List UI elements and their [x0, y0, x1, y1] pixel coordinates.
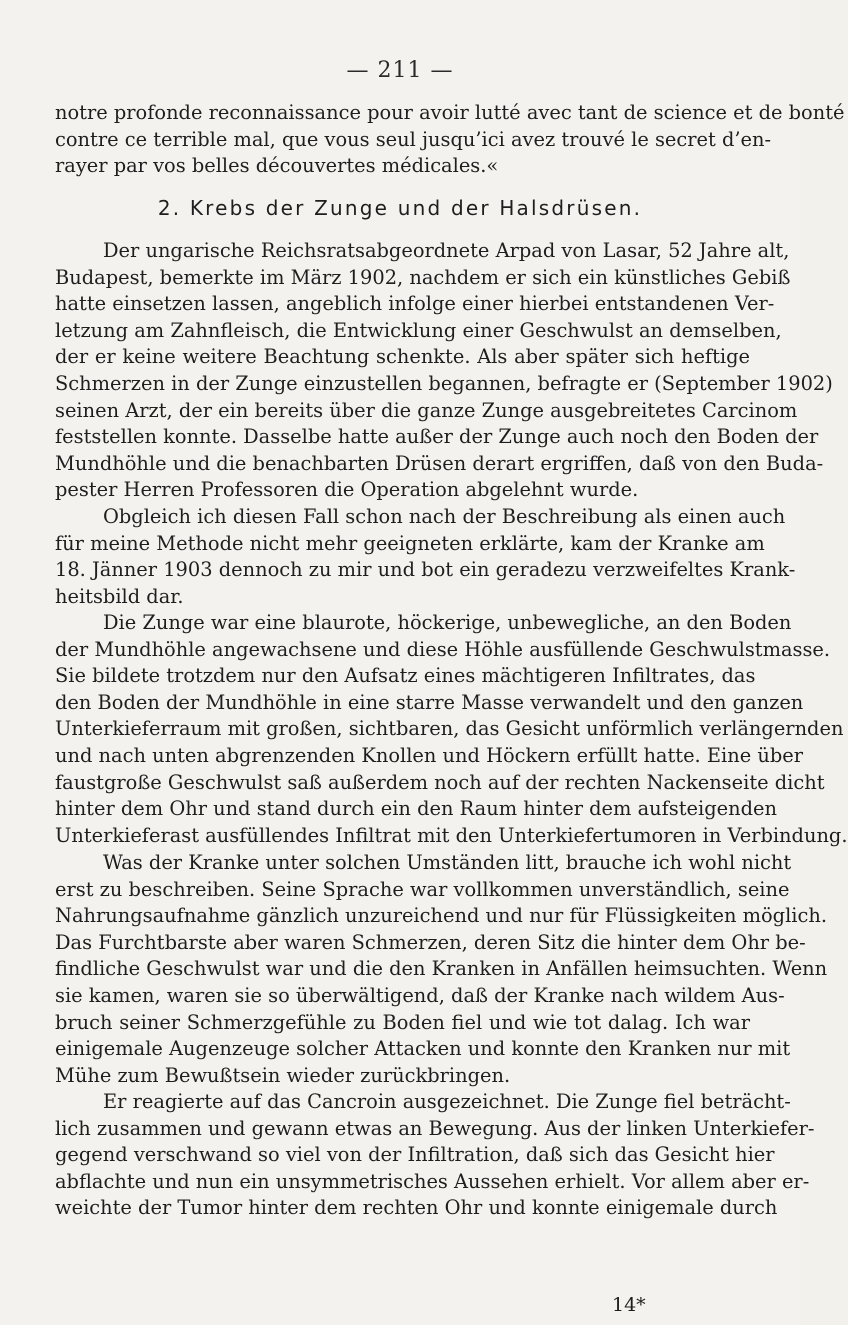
text-line: 18. Jänner 1903 dennoch zu mir und bot ein geradezu verzweifeltes Krank- [55, 558, 796, 582]
text-line: einigemale Augenzeuge solcher Attacken und konnte den Kranken nur mit [55, 1037, 791, 1061]
text-line: Unterkieferraum mit großen, sichtbaren, das Gesicht unförmlich verlängernden [55, 717, 844, 741]
text-line: sie kamen, waren sie so überwältigend, daß der Kranke nach wildem Aus- [55, 983, 785, 1007]
intro-paragraph [55, 100, 845, 180]
text-line: notre profonde reconnaissance pour avoir lutté avec tant de science et de bonté [55, 101, 845, 124]
text-line: erst zu beschreiben. Seine Sprache war vollkommen unverständlich, seine [55, 877, 790, 901]
paragraph-5 [55, 1089, 815, 1222]
text-line: findliche Geschwulst war und die den Kranken in Anfällen heimsuchten. Wenn [55, 957, 828, 981]
text-line: Sie bildete trotzdem nur den Aufsatz eines mächtigeren Infiltrates, das [55, 664, 756, 688]
text-line: und nach unten abgrenzenden Knollen und Höckern erfüllt hatte. Eine über [55, 743, 804, 767]
text-line: Der ungarische Reichsratsabgeordnete Arpad von Lasar, 52 Jahre alt, [103, 239, 790, 262]
text-line: Obgleich ich diesen Fall schon nach der Beschreibung als einen auch [103, 505, 786, 528]
text-line: weichte der Tumor hinter dem rechten Ohr und konnte einigemale durch [55, 1196, 778, 1220]
text-line: lich zusammen und gewann etwas an Bewegung. Aus der linken Unterkiefer- [55, 1116, 815, 1140]
text-line: Mundhöhle und die benachbarten Drüsen derart ergriffen, daß von den Buda- [55, 451, 824, 475]
text-line: bruch seiner Schmerzgefühle zu Boden fiel und wie tot dalag. Ich war [55, 1010, 750, 1034]
text-line: seinen Arzt, der ein bereits über die ganze Zunge ausgebreitetes Carcinom [55, 398, 798, 422]
text-line: Unterkieferast ausfüllendes Infiltrat mit den Unterkiefertumoren in Verbindung. [55, 823, 848, 847]
paragraph-4 [55, 850, 828, 1089]
text-line: für meine Methode nicht mehr geeigneten erklärte, kam der Kranke am [55, 531, 765, 555]
signature-mark: 14* [612, 1294, 646, 1316]
text-line: Er reagierte auf das Cancroin ausgezeichnet. Die Zunge fiel beträcht- [103, 1090, 791, 1113]
text-line: Die Zunge war eine blaurote, höckerige, unbewegliche, an den Boden [103, 611, 792, 634]
text-line: abflachte und nun ein unsymmetrisches Aussehen erhielt. Vor allem aber er- [55, 1169, 810, 1193]
text-line: pester Herren Professoren die Operation abgelehnt wurde. [55, 478, 639, 502]
text-line: Schmerzen in der Zunge einzustellen begannen, befragte er (September 1902) [55, 371, 833, 395]
text-line: feststellen konnte. Dasselbe hatte außer der Zunge auch noch den Boden der [55, 425, 819, 449]
paragraph-2 [55, 504, 796, 610]
paragraph-3 [55, 610, 848, 849]
text-line: letzung am Zahnfleisch, die Entwicklung einer Geschwulst an demselben, [55, 318, 782, 342]
text-line: Mühe zum Bewußtsein wieder zurückbringen. [55, 1063, 511, 1087]
text-line: Was der Kranke unter solchen Umständen litt, brauche ich wohl nicht [103, 851, 792, 874]
text-line: der er keine weitere Beachtung schenkte. Als aber später sich heftige [55, 345, 750, 369]
text-line: hinter dem Ohr und stand durch ein den Raum hinter dem aufsteigenden [55, 797, 777, 821]
text-line: rayer par vos belles découvertes médicales.« [55, 154, 499, 178]
page-number-header: — 211 — [346, 58, 454, 83]
section-title: 2. Krebs der Zunge und der Halsdrüsen. [157, 196, 643, 220]
text-line: den Boden der Mundhöhle in eine starre Masse verwandelt und den ganzen [55, 690, 804, 714]
text-line: Nahrungsaufnahme gänzlich unzureichend und nur für Flüssigkeiten möglich. [55, 904, 827, 928]
text-line: hatte einsetzen lassen, angeblich infolge einer hierbei entstandenen Ver- [55, 292, 775, 316]
text-line: Das Furchtbarste aber waren Schmerzen, deren Sitz die hinter dem Ohr be- [55, 930, 806, 954]
text-line: gegend verschwand so viel von der Infiltration, daß sich das Gesicht hier [55, 1143, 775, 1167]
text-line: Budapest, bemerkte im März 1902, nachdem er sich ein künstliches Gebiß [55, 265, 791, 289]
text-line: der Mundhöhle angewachsene und diese Höhle ausfüllende Geschwulstmasse. [55, 637, 831, 661]
text-line: contre ce terrible mal, que vous seul jusqu’ici avez trouvé le secret d’en- [55, 127, 772, 151]
paragraph-1 [55, 238, 833, 504]
text-line: heitsbild dar. [55, 584, 184, 608]
text-line: faustgroße Geschwulst saß außerdem noch auf der rechten Nackenseite dicht [55, 770, 825, 794]
